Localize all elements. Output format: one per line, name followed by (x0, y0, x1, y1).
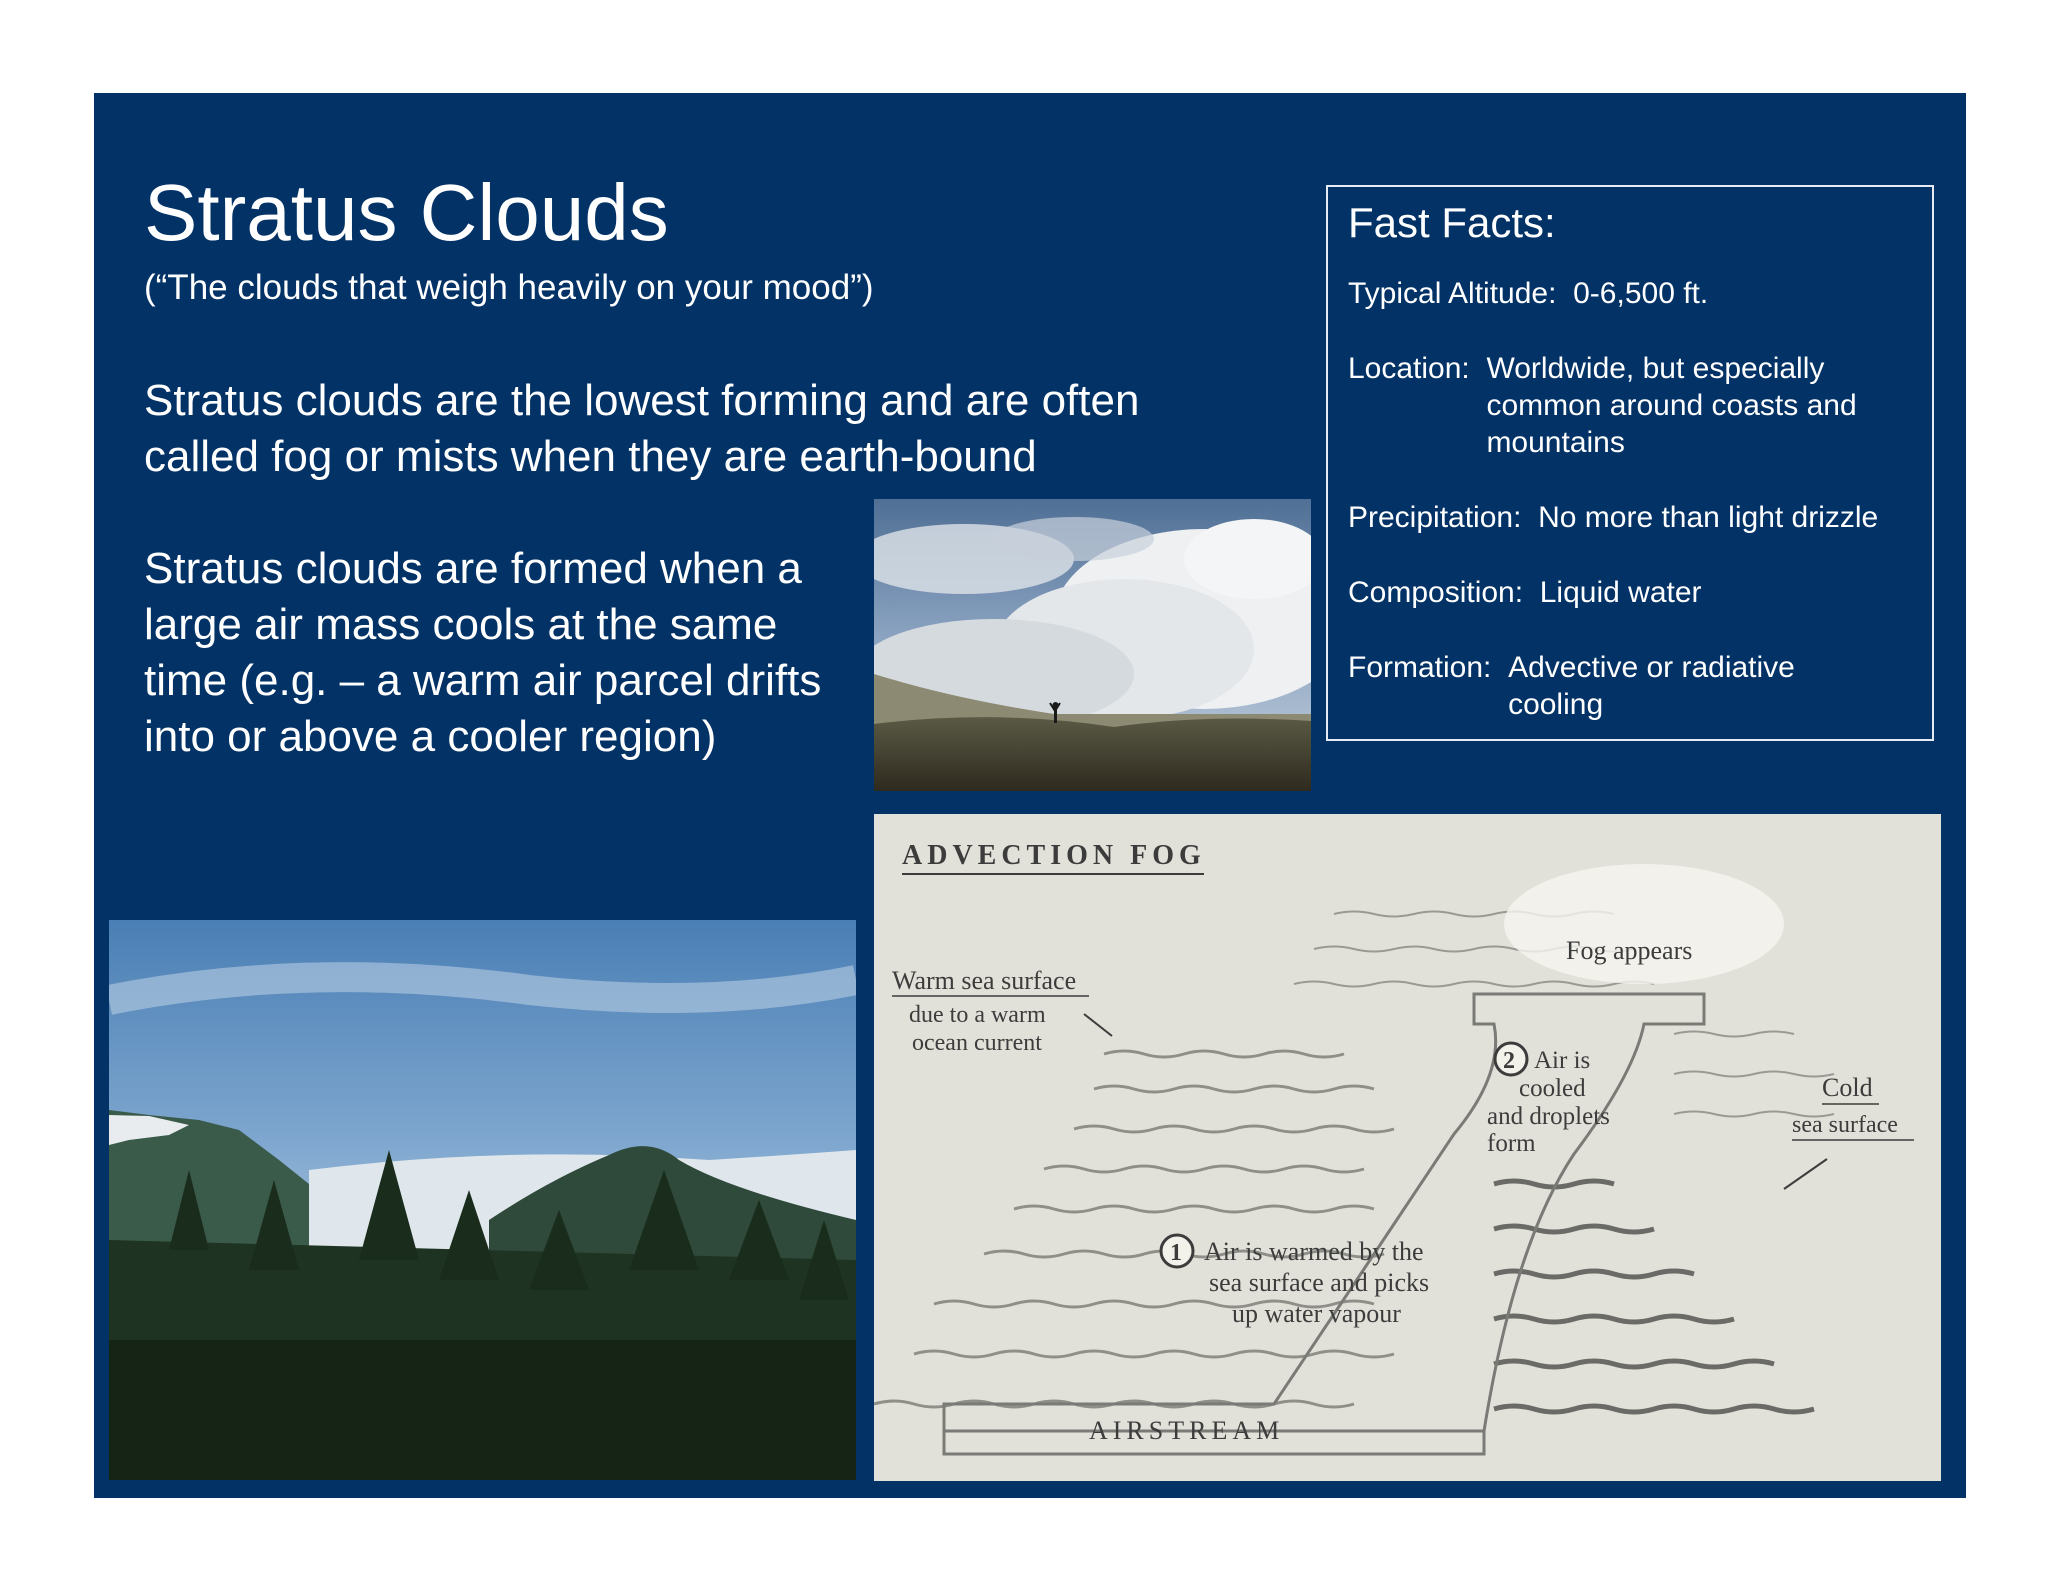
warm-sea-label: Warm sea surface (892, 966, 1077, 995)
step2-line2: cooled (1519, 1075, 1586, 1102)
fact-location (1348, 350, 1912, 461)
step1-line1: Air is warmed by the (1204, 1237, 1424, 1266)
fact-value: Advective or radiative cooling (1508, 651, 1795, 721)
fact-label: Location: (1348, 352, 1487, 385)
photo-forest-fog (109, 920, 856, 1480)
warm-sea-sub1: due to a warm (909, 1002, 1046, 1028)
slide-subtitle: (“The clouds that weigh heavily on your mood”) (144, 268, 874, 307)
fact-label: Precipitation: (1348, 501, 1539, 534)
cold-label: Cold (1822, 1073, 1873, 1102)
step2-line4: form (1487, 1130, 1536, 1157)
fact-value: 0-6,500 ft. (1573, 277, 1709, 310)
step2-line1: Air is (1534, 1047, 1591, 1074)
diagram-title: ADVECTION FOG (902, 840, 1206, 871)
advection-fog-diagram-art (874, 814, 1941, 1481)
step2-number: 2 (1503, 1048, 1515, 1074)
fast-facts-box (1326, 185, 1934, 741)
fact-value: Worldwide, but especially common around coasts and mountains (1486, 352, 1857, 459)
fact-altitude (1348, 275, 1912, 312)
slide (94, 93, 1966, 1498)
fact-value: No more than light drizzle (1538, 501, 1879, 534)
step1-line2: sea surface and picks (1209, 1268, 1430, 1297)
fast-facts-heading: Fast Facts: (1348, 199, 1556, 246)
paragraph-formation: Stratus clouds are formed when a large air mass cools at the same time (e.g. – a warm air parcel drifts into or above a cooler region) (144, 544, 822, 761)
fact-label: Composition: (1348, 576, 1540, 609)
fact-label: Typical Altitude: (1348, 277, 1574, 310)
slide-title: Stratus Clouds (144, 168, 669, 257)
fact-label: Formation: (1348, 651, 1509, 684)
fact-formation (1348, 649, 1912, 723)
photo-hilltop-clouds-art (874, 499, 1311, 791)
paragraph-definition: Stratus clouds are the lowest forming and are often called fog or mists when they are earth-bound (144, 376, 1140, 481)
fog-appears-label: Fog appears (1566, 936, 1693, 965)
step2-line3: and droplets (1487, 1103, 1610, 1130)
advection-fog-diagram (874, 814, 1941, 1481)
warm-sea-sub2: ocean current (912, 1030, 1042, 1056)
airstream-label: AIRSTREAM (1089, 1416, 1285, 1445)
photo-forest-fog-art (109, 920, 856, 1480)
fact-precipitation (1348, 499, 1912, 536)
step1-line3: up water vapour (1232, 1299, 1401, 1328)
fact-value: Liquid water (1539, 576, 1702, 609)
step1-number: 1 (1170, 1240, 1182, 1266)
fact-composition (1348, 574, 1912, 611)
photo-hilltop-clouds (874, 499, 1311, 791)
cold-sea-label: sea surface (1792, 1112, 1898, 1138)
